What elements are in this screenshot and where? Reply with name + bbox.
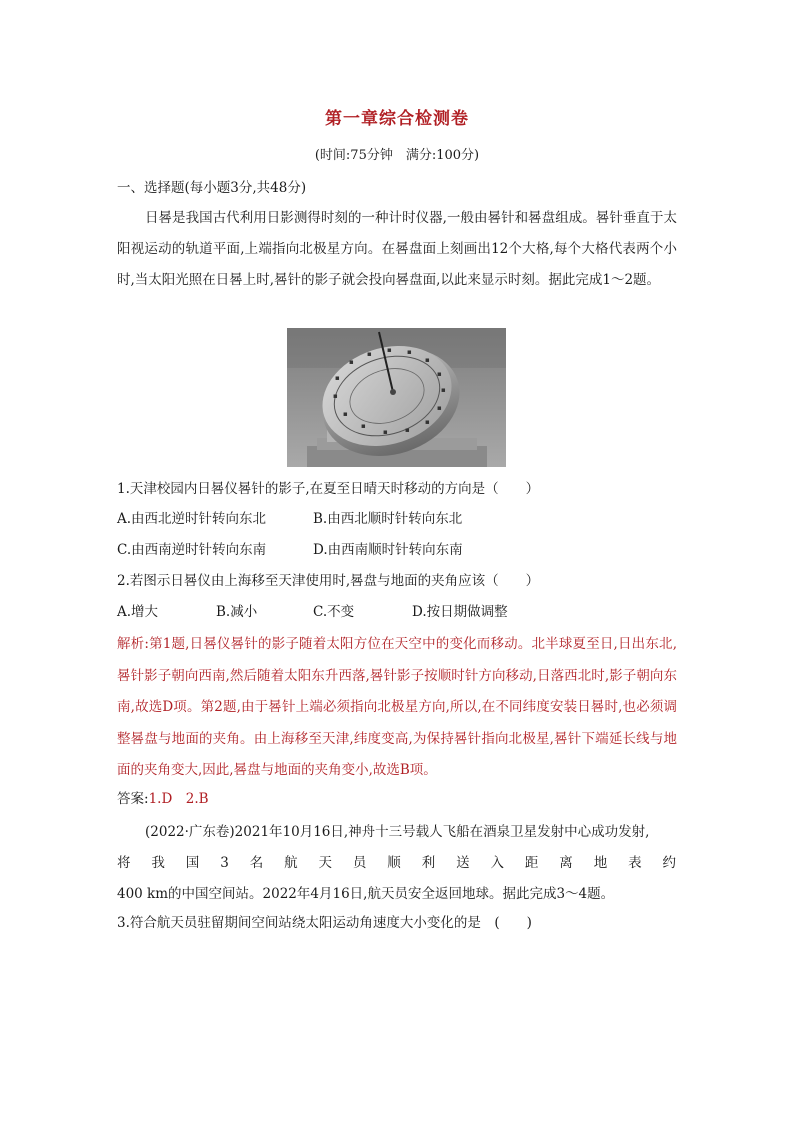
context-paragraph-2 bbox=[117, 817, 677, 910]
page-title: 第一章综合检测卷 bbox=[325, 109, 469, 129]
svg-text:▪: ▪ bbox=[437, 404, 442, 412]
para2-line-2: 将我国3名航天员顺利送入距离地表约 bbox=[117, 855, 677, 871]
question-1-stem: 1.天津校园内日晷仪晷针的影子,在夏至日晴天时移动的方向是（ ） bbox=[117, 481, 540, 497]
svg-text:▪: ▪ bbox=[425, 418, 430, 426]
para2-line-1: (2022·广东卷)2021年10月16日,神舟十三号载人飞船在酒泉卫星发射中心成功发射, bbox=[145, 824, 650, 840]
svg-text:▪: ▪ bbox=[383, 428, 388, 436]
question-3-stem: 3.符合航天员驻留期间空间站绕太阳运动角速度大小变化的是 ( ) bbox=[117, 915, 532, 931]
svg-text:▪: ▪ bbox=[425, 356, 430, 364]
para2-line-3: 400 km的中国空间站。2022年4月16日,航天员安全返回地球。据此完成3～4题。 bbox=[117, 886, 615, 902]
answer-line bbox=[117, 789, 677, 809]
q2-option-b: B.减小 bbox=[216, 604, 258, 620]
question-2-stem: 2.若图示日晷仪由上海移至天津使用时,晷盘与地面的夹角应该（ ） bbox=[117, 573, 540, 589]
intro-paragraph: 日晷是我国古代利用日影测得时刻的一种计时仪器,一般由晷针和晷盘组成。晷针垂直于太阳视运动的轨道平面,上端指向北极星方向。在晷盘面上刻画出12个大格,每个大格代表两个小时,当太阳光照在日晷上时,晷针的影子就会投向晷盘面,以此来显示时刻。据此完成1～2题。 bbox=[117, 210, 677, 288]
q1-option-a: A.由西北逆时针转向东北 bbox=[117, 511, 267, 527]
svg-text:▪: ▪ bbox=[407, 348, 412, 356]
answer-label: 答案: bbox=[117, 791, 149, 807]
svg-text:▪: ▪ bbox=[349, 358, 354, 366]
svg-text:▪: ▪ bbox=[367, 350, 372, 358]
sundial-photo bbox=[287, 328, 506, 467]
analysis-paragraph: 解析:第1题,日晷仪晷针的影子随着太阳方位在天空中的变化而移动。北半球夏至日,日出东北,晷针影子朝向西南,然后随着太阳东升西落,晷针影子按顺时针方向移动,日落西北时,影子朝向东南,故选D项。第2题,由于晷针上端必须指向北极星方向,所以,在不同纬度安装日晷时,也必须调整晷盘与地面的夹角。由上海移至天津,纬度变高,为保持晷针指向北极星,晷针下端延长线与地面的夹角变大,因此,晷盘与地面的夹角变小,故选B项。 bbox=[117, 636, 677, 778]
svg-text:▪: ▪ bbox=[361, 422, 366, 430]
answer-value: 1.D 2.B bbox=[148, 791, 209, 807]
svg-text:▪: ▪ bbox=[335, 374, 340, 382]
svg-text:▪: ▪ bbox=[405, 426, 410, 434]
section-heading: 一、选择题(每小题3分,共48分) bbox=[117, 180, 307, 196]
q2-option-a: A.增大 bbox=[117, 604, 159, 620]
svg-text:▪: ▪ bbox=[387, 346, 392, 354]
svg-text:▪: ▪ bbox=[437, 370, 442, 378]
q2-option-c: C.不变 bbox=[313, 604, 355, 620]
q2-option-d: D.按日期做调整 bbox=[412, 604, 508, 620]
q1-option-d: D.由西南顺时针转向东南 bbox=[313, 542, 463, 558]
q1-option-c: C.由西南逆时针转向东南 bbox=[117, 542, 267, 558]
exam-info: (时间:75分钟 满分:100分) bbox=[314, 148, 480, 163]
svg-text:▪: ▪ bbox=[343, 410, 348, 418]
q1-option-b: B.由西北顺时针转向东北 bbox=[313, 511, 463, 527]
svg-text:▪: ▪ bbox=[441, 386, 446, 394]
svg-text:▪: ▪ bbox=[333, 392, 338, 400]
